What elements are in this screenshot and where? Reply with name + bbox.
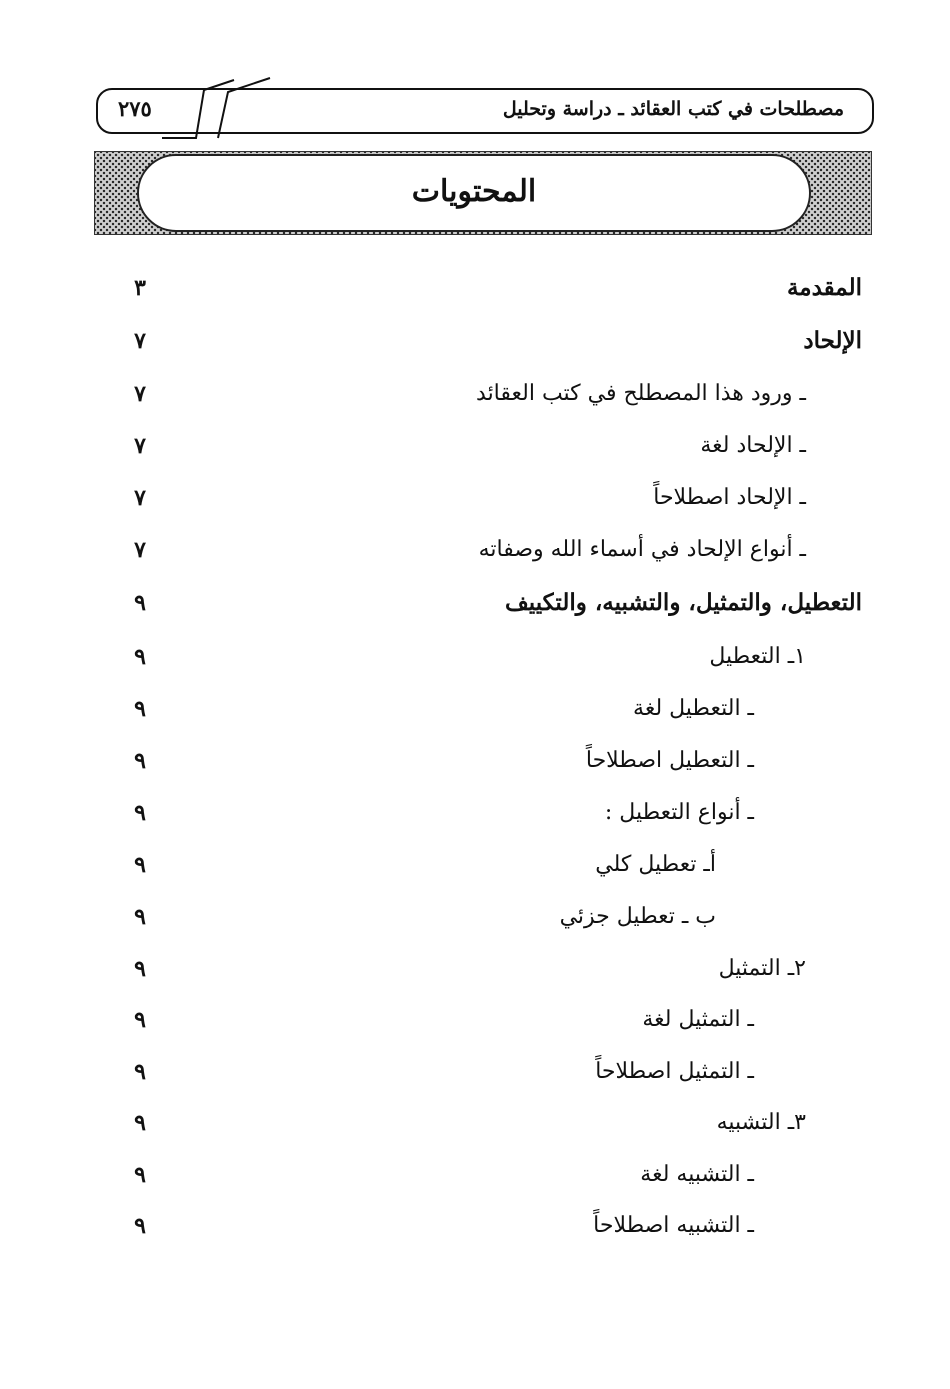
toc-entry: ـ التشبيه لغة — [640, 1162, 754, 1187]
toc-entry: ـ التعطيل لغة — [633, 696, 754, 721]
toc-row — [0, 272, 950, 320]
toc-entry: الإلحاد — [803, 327, 862, 354]
toc-entry: ـ أنواع الإلحاد في أسماء الله وصفاته — [478, 537, 806, 562]
toc-page-number: ٩ — [134, 644, 146, 670]
toc-row — [0, 745, 950, 793]
toc-entry: التعطيل، والتمثيل، والتشبيه، والتكييف — [504, 589, 862, 616]
toc-entry: ـ الإلحاد اصطلاحاً — [653, 485, 806, 510]
toc-entry: ـ التعطيل اصطلاحاً — [585, 748, 754, 773]
contents-title: المحتويات — [411, 174, 537, 209]
toc-page-number: ٩ — [134, 800, 146, 826]
toc-entry: ـ ورود هذا المصطلح في كتب العقائد — [476, 381, 806, 406]
toc-page-number: ٩ — [134, 1213, 146, 1239]
toc-entry: ٣ـ التشبيه — [716, 1110, 806, 1135]
toc-row — [0, 1210, 950, 1258]
page-number: ٢٧٥ — [118, 96, 152, 121]
toc-row — [0, 797, 950, 845]
toc-page-number: ٩ — [134, 1110, 146, 1136]
toc-page-number: ٧ — [134, 381, 146, 407]
toc-row — [0, 430, 950, 478]
toc-row — [0, 378, 950, 426]
toc-entry: ب ـ تعطيل جزئي — [559, 904, 716, 929]
toc-row — [0, 587, 950, 635]
toc-page-number: ٩ — [134, 1007, 146, 1033]
toc-entry: ١ـ التعطيل — [709, 644, 806, 669]
toc-row — [0, 953, 950, 1001]
book-title: مصطلحات في كتب العقائد ـ دراسة وتحليل — [502, 98, 844, 120]
toc-page-number: ٩ — [134, 904, 146, 930]
toc-entry: ـ التمثيل اصطلاحاً — [595, 1059, 754, 1084]
toc-entry: ـ التمثيل لغة — [642, 1007, 754, 1032]
toc-entry: ـ أنواع التعطيل : — [604, 800, 754, 825]
toc-row — [0, 1004, 950, 1052]
toc-row — [0, 534, 950, 582]
toc-row — [0, 1056, 950, 1104]
toc-row — [0, 693, 950, 741]
toc-page-number: ٣ — [134, 275, 146, 301]
toc-page-number: ٩ — [134, 1059, 146, 1085]
toc-entry: أـ تعطيل كلي — [595, 852, 716, 877]
toc-row — [0, 641, 950, 689]
toc-page-number: ٧ — [134, 328, 146, 354]
toc-page-number: ٩ — [134, 748, 146, 774]
toc-row — [0, 849, 950, 897]
toc-page-number: ٧ — [134, 485, 146, 511]
toc-row — [0, 325, 950, 373]
toc-page-number: ٩ — [134, 590, 146, 616]
toc-row — [0, 901, 950, 949]
toc-page-number: ٧ — [134, 537, 146, 563]
toc-row — [0, 482, 950, 530]
toc-page-number: ٩ — [134, 1162, 146, 1188]
toc-row — [0, 1107, 950, 1155]
toc-entry: المقدمة — [786, 274, 862, 301]
toc-entry: ـ التشبيه اصطلاحاً — [593, 1213, 754, 1238]
toc-page-number: ٧ — [134, 433, 146, 459]
toc-row — [0, 1159, 950, 1207]
toc-page-number: ٩ — [134, 956, 146, 982]
toc-entry: ـ الإلحاد لغة — [700, 433, 806, 458]
toc-page-number: ٩ — [134, 852, 146, 878]
toc-entry: ٢ـ التمثيل — [718, 956, 806, 981]
toc-page-number: ٩ — [134, 696, 146, 722]
